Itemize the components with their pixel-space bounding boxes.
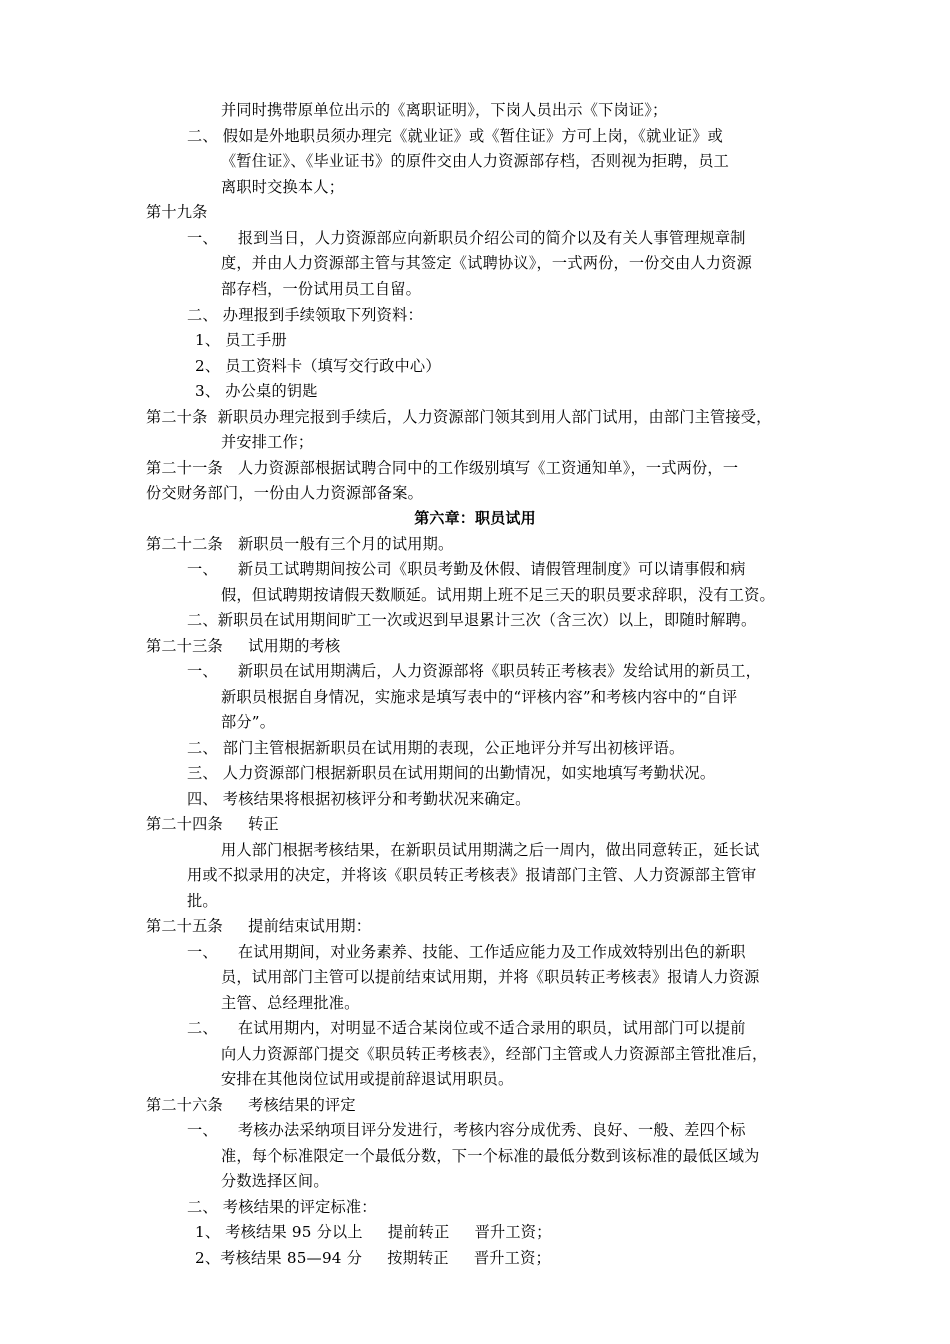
text-line: 部分”。 [221,713,276,731]
sub-list-item: 1、 考核结果 95 分以上 提前转正 晋升工资； [195,1223,552,1241]
list-item: 二、 在试用期内，对明显不适合某岗位或不适合录用的职员，试用部门可以提前 [187,1019,746,1037]
text-line: 并同时携带原单位出示的《离职证明》，下岗人员出示《下岗证》； [221,101,668,119]
text-line: 并安排工作； [221,433,314,451]
article-line: 第二十二条 新职员一般有三个月的试用期。 [146,535,454,553]
text-line: 向人力资源部门提交《职员转正考核表》，经部门主管或人力资源部主管批准后， [221,1045,768,1063]
text-line: 离职时交换本人； [221,178,345,196]
sub-list-item: 2、考核结果 85—94 分 按期转正 晋升工资； [195,1249,551,1267]
list-item: 二、新职员在试用期间旷工一次或迟到早退累计三次（含三次）以上，即随时解聘。 [187,611,757,629]
list-item: 二、 部门主管根据新职员在试用期的表现，公正地评分并写出初核评语。 [187,739,685,757]
text-line: 分数选择区间。 [221,1172,329,1190]
article-line: 第二十五条 提前结束试用期： [146,917,372,935]
text-line: 批。 [187,892,218,910]
article-line: 第二十三条 试用期的考核 [146,637,341,655]
list-item: 三、 人力资源部门根据新职员在试用期间的出勤情况，如实地填写考勤状况。 [187,764,716,782]
text-line: 准，每个标准限定一个最低分数，下一个标准的最低分数到该标准的最低区域为 [221,1147,760,1165]
list-item: 四、 考核结果将根据初核评分和考勤状况来确定。 [187,790,531,808]
text-line: 安排在其他岗位试用或提前辞退试用职员。 [221,1070,514,1088]
sub-list-item: 2、 员工资料卡（填写交行政中心） [195,357,441,375]
text-line: 新职员根据自身情况，实施求是填写表中的“评核内容”和考核内容中的“自评 [221,688,738,706]
text-line: 部存档，一份试用员工自留。 [221,280,422,298]
article-line: 第二十条 新职员办理完报到手续后，人力资源部门领其到用人部门试用，由部门主管接受， [146,408,772,426]
text-line: 份交财务部门，一份由人力资源部备案。 [146,484,423,502]
text-line: 《暂住证》、《毕业证书》的原件交由人力资源部存档，否则视为拒聘，员工 [221,152,729,170]
article-line: 第二十四条 转正 [146,815,279,833]
text-line: 用或不拟录用的决定，并将该《职员转正考核表》报请部门主管、人力资源部主管审 [187,866,757,884]
sub-list-item: 1、 员工手册 [195,331,287,349]
sub-list-item: 3、 办公桌的钥匙 [195,382,318,400]
article-line: 第二十一条 人力资源部根据试聘合同中的工作级别填写《工资通知单》，一式两份，一 [146,459,739,477]
text-line: 用人部门根据考核结果，在新职员试用期满之后一周内，做出同意转正，延长试 [221,841,760,859]
chapter-heading: 第六章：职员试用 [414,509,536,527]
article-heading: 第十九条 [146,203,208,221]
list-item: 一、 考核办法采纳项目评分发进行，考核内容分成优秀、良好、一般、差四个标 [187,1121,746,1139]
text-line: 主管、总经理批准。 [221,994,360,1012]
text-line: 员，试用部门主管可以提前结束试用期，并将《职员转正考核表》报请人力资源 [221,968,760,986]
list-item: 二、 办理报到手续领取下列资料： [187,306,423,324]
text-line: 假，但试聘期按请假天数顺延。试用期上班不足三天的职员要求辞职，没有工资。 [221,586,775,604]
article-line: 第二十六条 考核结果的评定 [146,1096,356,1114]
text-line: 度，并由人力资源部主管与其签定《试聘协议》，一式两份，一份交由人力资源 [221,254,752,272]
list-item: 一、 报到当日，人力资源部应向新职员介绍公司的简介以及有关人事管理规章制 [187,229,746,247]
list-item: 二、 假如是外地职员须办理完《就业证》或《暂住证》方可上岗，《就业证》或 [187,127,723,145]
list-item: 一、 在试用期间，对业务素养、技能、工作适应能力及工作成效特别出色的新职 [187,943,746,961]
list-item: 二、 考核结果的评定标准： [187,1198,377,1216]
list-item: 一、 新职员在试用期满后，人力资源部将《职员转正考核表》发给试用的新员工， [187,662,762,680]
list-item: 一、 新员工试聘期间按公司《职员考勤及休假、请假管理制度》可以请事假和病 [187,560,746,578]
